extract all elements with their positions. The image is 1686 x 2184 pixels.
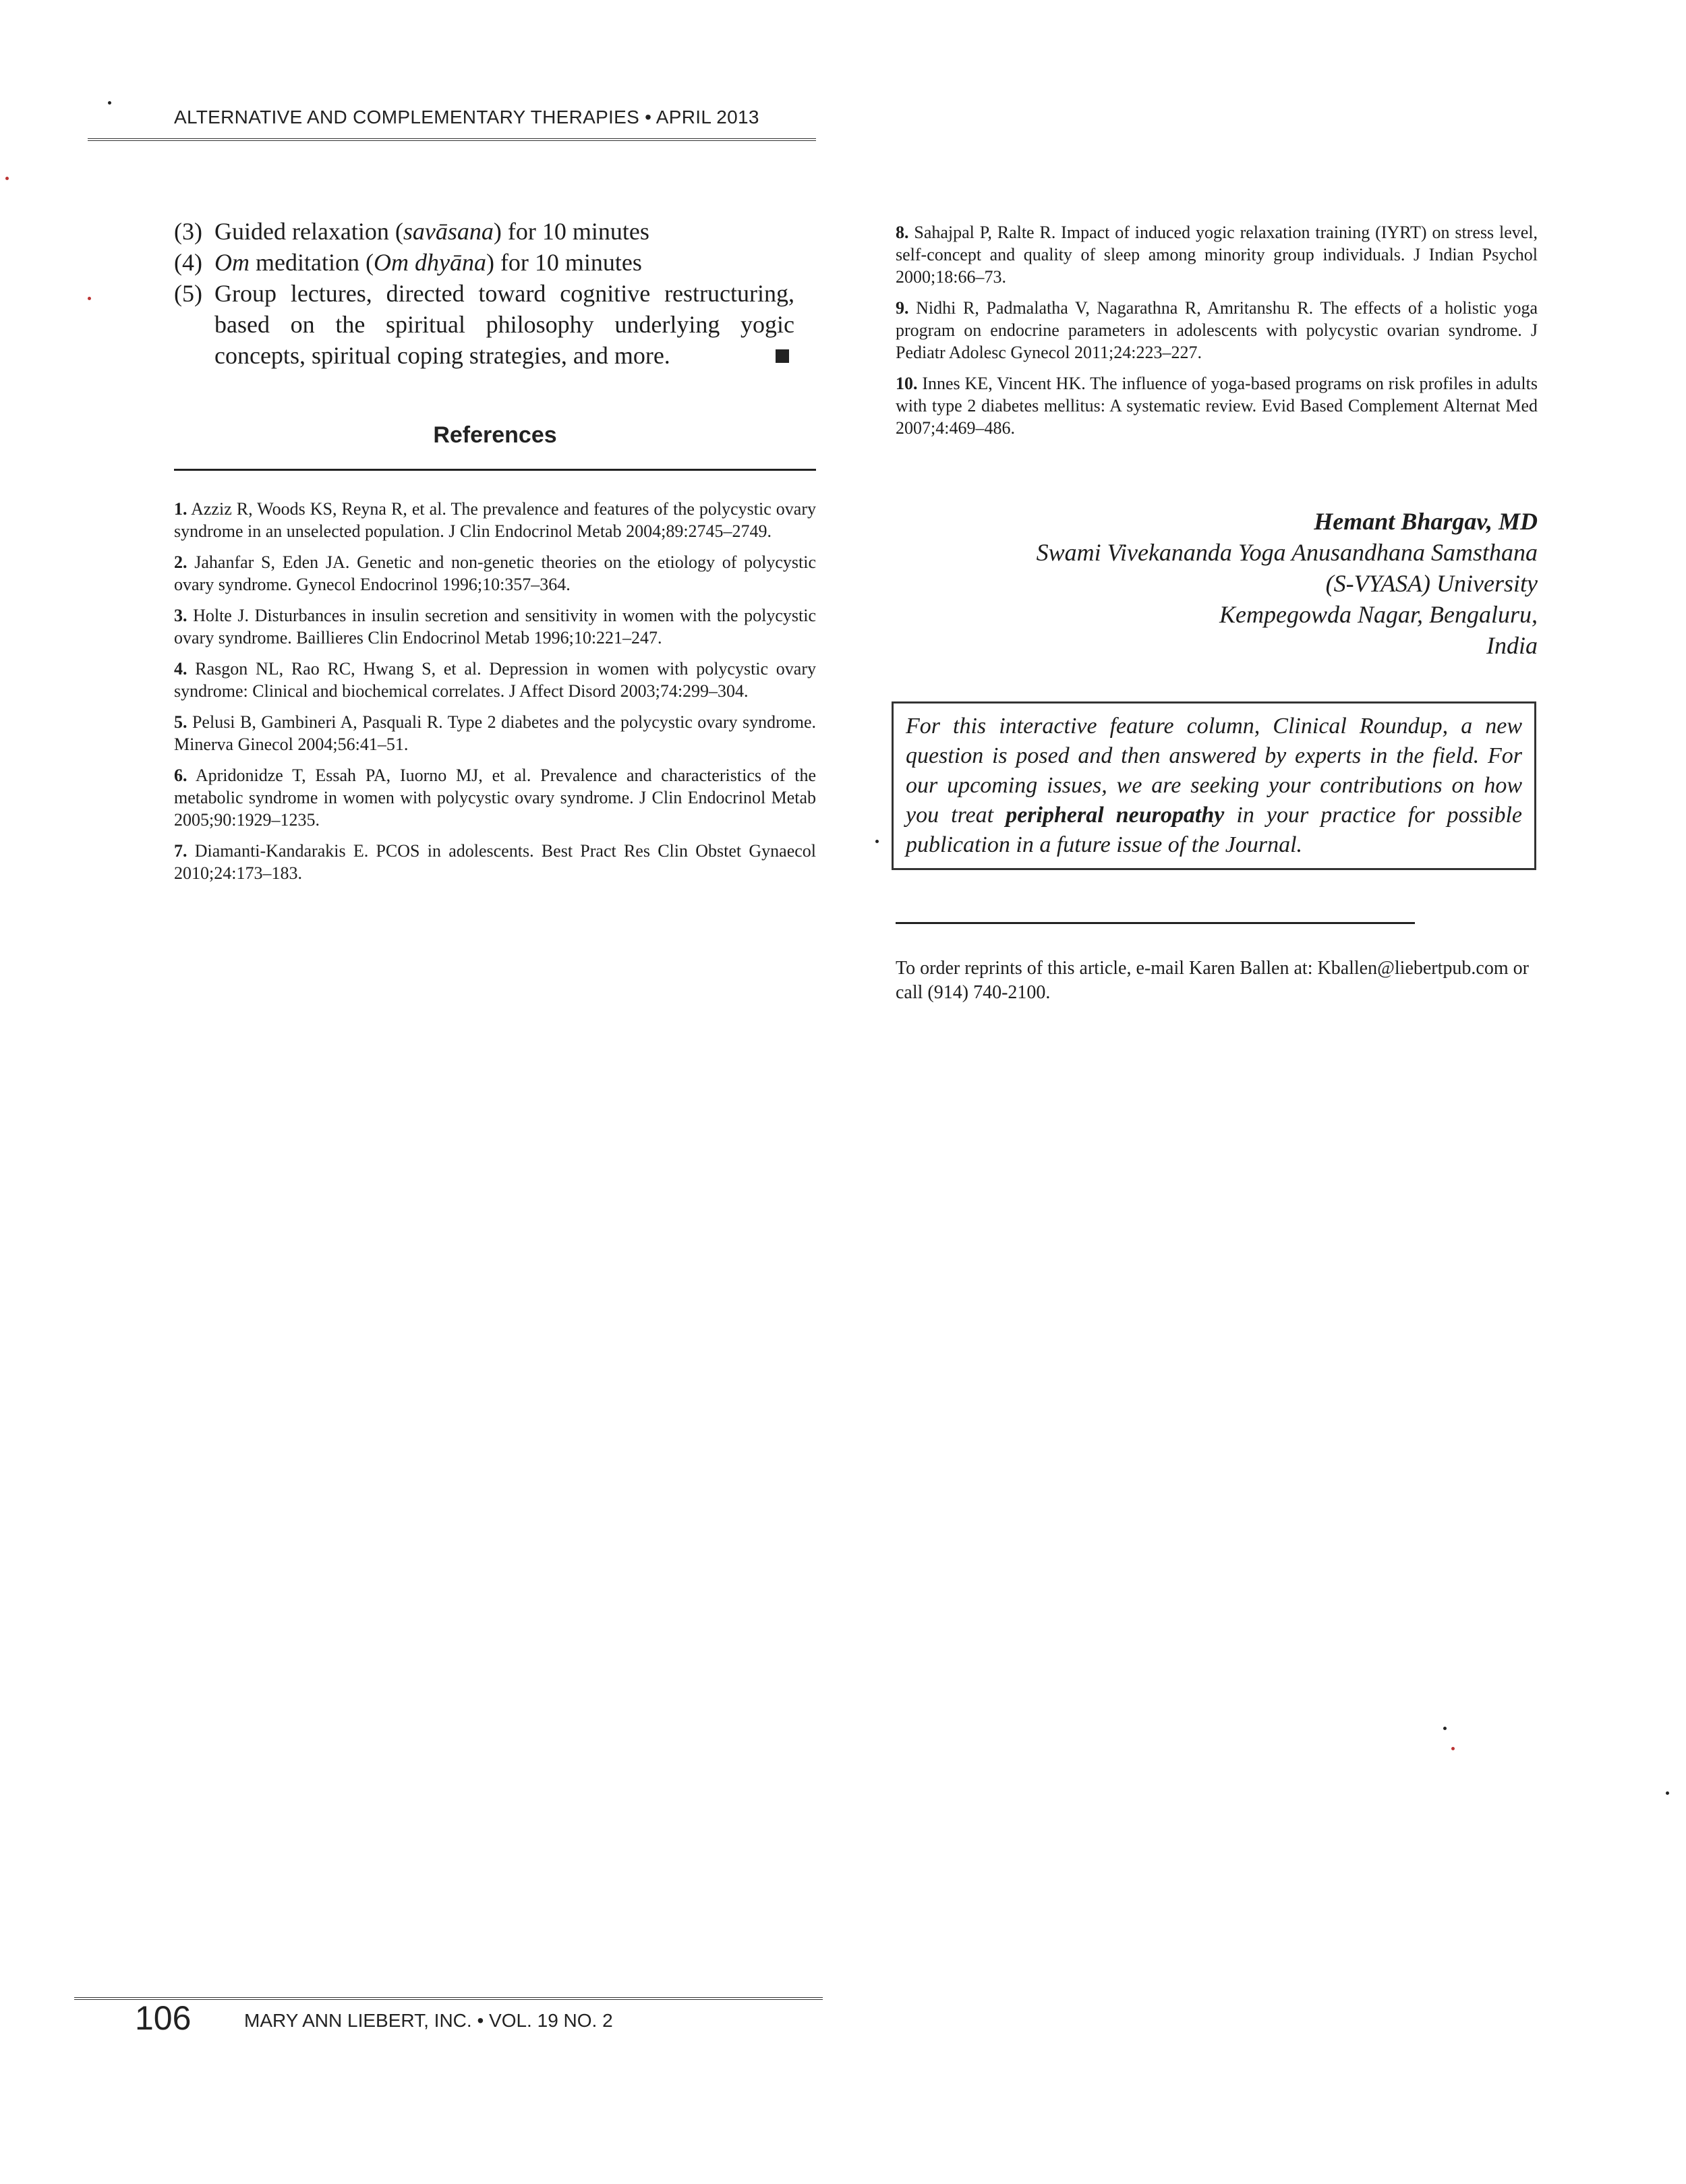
author-affiliation-line: (S-VYASA) University <box>1325 570 1538 597</box>
references-list-left <box>174 498 816 893</box>
reference-number: 6. <box>174 766 187 785</box>
scan-speck <box>1666 1791 1669 1795</box>
step-number: (5) <box>174 280 202 307</box>
reference-item <box>174 840 816 884</box>
author-affiliation-line: Kempegowda Nagar, Bengaluru, <box>1219 601 1538 628</box>
callbox-text-end: in your practice for possible publication in a future issue of the Journal. <box>906 803 1522 857</box>
running-head: ALTERNATIVE AND COMPLEMENTARY THERAPIES • APRIL 2013 <box>174 107 759 127</box>
reference-text: Holte J. Disturbances in insulin secretion and sensitivity in women with the polycystic ovary syndrome. Baillieres Clin Endocrinol Metab 1996;10:221–247. <box>174 606 817 648</box>
reference-item <box>174 551 816 596</box>
scan-speck <box>88 297 91 300</box>
reference-number: 8. <box>896 223 909 242</box>
step-text: Group lectures, directed toward cognitive restructuring, based on the spiritual philosophy underlying yogic concepts, spiritual coping strategies, and more. <box>214 280 794 369</box>
end-of-article-mark <box>776 349 789 363</box>
reprints-note: To order reprints of this article, e-mail Karen Ballen at: Kballen@liebertpub.com or call (914) 740-2100. <box>896 958 1529 1003</box>
scan-speck <box>108 101 111 105</box>
reference-number: 1. <box>174 499 187 519</box>
author-name: Hemant Bhargav, MD <box>1314 508 1538 535</box>
references-rule <box>174 469 816 471</box>
step-text: Om meditation (Om dhyāna) for 10 minutes <box>214 249 642 276</box>
author-block <box>896 506 1538 661</box>
reference-number: 4. <box>174 659 187 679</box>
references-list-right <box>896 221 1538 448</box>
reference-item <box>896 221 1538 288</box>
step-item <box>174 216 794 247</box>
reference-number: 7. <box>174 841 187 861</box>
program-steps <box>174 216 794 371</box>
scan-speck <box>875 840 879 843</box>
scan-speck <box>1451 1747 1455 1750</box>
reference-text: Diamanti-Kandarakis E. PCOS in adolescents. Best Pract Res Clin Obstet Gynaecol 2010;24:173–183. <box>174 841 817 883</box>
reference-number: 3. <box>174 606 187 625</box>
author-affiliation-line: Swami Vivekananda Yoga Anusandhana Samsthana <box>1036 539 1538 566</box>
reference-item <box>174 711 816 755</box>
reference-text: Nidhi R, Padmalatha V, Nagarathna R, Amritanshu R. The effects of a holistic yoga program on endocrine parameters in adolescents with polycystic ovarian syndrome. J Pediatr Adolesc Gynecol 2011;24:223–227. <box>896 298 1538 362</box>
step-text: Guided relaxation (savāsana) for 10 minutes <box>214 218 649 245</box>
reference-text: Sahajpal P, Ralte R. Impact of induced yogic relaxation training (IYRT) on stress level, self-concept and quality of sleep among minority group individuals. J Indian Psychol 2000;18:66–73. <box>896 223 1538 287</box>
reference-number: 2. <box>174 552 187 572</box>
reference-number: 10. <box>896 374 918 393</box>
callbox-text: For this interactive feature column, Clinical Roundup, a new question is posed and then answered by experts in the field. For our upcoming issues, we are seeking your contributions on how you treat <box>906 714 1522 828</box>
callbox-topic: peripheral neuropathy <box>1006 803 1225 828</box>
page-number: 106 <box>135 1999 192 2037</box>
reference-text: Apridonidze T, Essah PA, Iuorno MJ, et al. Prevalence and characteristics of the metabolic syndrome in women with polycystic ovary syndrome. J Clin Endocrinol Metab 2005;90:1929–1235. <box>174 766 816 830</box>
call-for-contributions-box <box>892 701 1536 870</box>
step-item <box>174 278 794 371</box>
scan-speck <box>5 177 9 180</box>
reference-item <box>174 764 816 831</box>
reference-number: 9. <box>896 298 909 318</box>
reference-item <box>174 658 816 702</box>
reference-text: Pelusi B, Gambineri A, Pasquali R. Type 2 diabetes and the polycystic ovary syndrome. Minerva Ginecol 2004;56:41–51. <box>174 712 817 754</box>
reference-text: Innes KE, Vincent HK. The influence of yoga-based programs on risk profiles in adults with type 2 diabetes mellitus: A systematic review. Evid Based Complement Alternat Med 2007;4:469–486. <box>896 374 1538 438</box>
scan-speck <box>1443 1727 1447 1730</box>
references-heading: References <box>433 422 557 448</box>
footer-publisher: MARY ANN LIEBERT, INC. • VOL. 19 NO. 2 <box>244 2010 613 2031</box>
reference-item <box>174 604 816 649</box>
reference-item <box>896 372 1538 439</box>
reference-item <box>174 498 816 542</box>
reference-number: 5. <box>174 712 187 732</box>
author-affiliation-line: India <box>1486 632 1538 659</box>
step-number: (4) <box>174 249 202 276</box>
reference-text: Azziz R, Woods KS, Reyna R, et al. The prevalence and features of the polycystic ovary syndrome in an unselected population. J Clin Endocrinol Metab 2004;89:2745–2749. <box>174 499 817 541</box>
separator-rule <box>896 922 1415 924</box>
step-item <box>174 247 794 278</box>
reference-text: Jahanfar S, Eden JA. Genetic and non-genetic theories on the etiology of polycystic ovary syndrome. Gynecol Endocrinol 1996;10:357–364. <box>174 552 816 594</box>
step-number: (3) <box>174 218 202 245</box>
reference-text: Rasgon NL, Rao RC, Hwang S, et al. Depression in women with polycystic ovary syndrome: Clinical and biochemical correlates. J Affect Disord 2003;74:299–304. <box>174 659 816 701</box>
reference-item <box>896 297 1538 364</box>
header-rule <box>88 138 816 141</box>
